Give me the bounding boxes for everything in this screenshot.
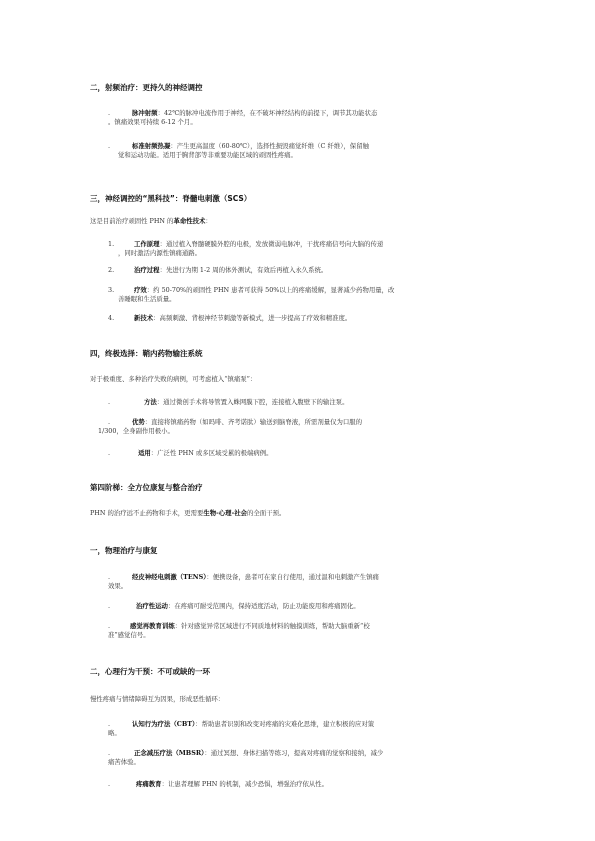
list-item bbox=[108, 749, 508, 767]
item-label: 标准射频热凝 bbox=[132, 142, 171, 150]
item-text: ：先进行为期 1-2 周的体外测试，有效后再植入永久系统。 bbox=[159, 266, 328, 274]
bullet-marker: . bbox=[108, 749, 111, 757]
item-label: 方法 bbox=[144, 398, 157, 406]
item-label: 疼痛教育 bbox=[136, 780, 162, 788]
item-continuation: 觉和运动功能。适用于胸背部等非重要功能区域的顽固性疼痛。 bbox=[118, 151, 297, 159]
section-intro bbox=[90, 509, 285, 518]
number-marker: 1. bbox=[108, 240, 115, 248]
item-text: ：广泛性 PHN 或多区域受累的极端病例。 bbox=[150, 449, 273, 457]
item-text: ：便携设备，患者可在家自行使用，通过温和电刺激产生镇痛 bbox=[206, 573, 379, 581]
list-item bbox=[108, 573, 508, 591]
item-label: 治疗性运动 bbox=[136, 602, 168, 610]
section-heading-psych: 二，心理行为干预：不可或缺的一环 bbox=[90, 667, 210, 676]
item-continuation: 1/300，全身副作用极小。 bbox=[98, 427, 174, 435]
item-continuation: 效果。 bbox=[108, 582, 128, 590]
intro-end: 的全面干预。 bbox=[247, 509, 286, 517]
intro-bold: 革命性技术 bbox=[173, 217, 206, 225]
number-marker: 3. bbox=[108, 286, 115, 294]
intro-end: ： bbox=[205, 217, 212, 225]
list-item bbox=[108, 142, 508, 160]
item-text: ：在疼痛可耐受范围内，保持适度活动，防止功能废用和疼痛固化。 bbox=[167, 602, 360, 610]
item-label: 新技术 bbox=[134, 314, 154, 322]
bullet-marker: . bbox=[108, 720, 111, 728]
section-heading-scs: 三，神经调控的“黑科技”：脊髓电刺激（SCS） bbox=[90, 194, 252, 203]
item-label: 经皮神经电刺激（TENS） bbox=[132, 573, 207, 581]
item-continuation: 善睡眠和生活质量。 bbox=[118, 295, 176, 303]
bullet-marker: . bbox=[108, 622, 111, 630]
bullet-marker: . bbox=[108, 398, 111, 406]
bullet-marker: . bbox=[108, 418, 111, 426]
intro-text: PHN 的治疗远不止药物和手术，更需要 bbox=[90, 509, 204, 517]
item-continuation: 痛苦体验。 bbox=[108, 758, 140, 766]
bullet-marker: . bbox=[108, 109, 111, 117]
item-text: ：帮助患者识别和改变对疼痛的灾难化思维，建立积极的应对策 bbox=[195, 720, 375, 728]
intro-bold: 生物-心理-社会 bbox=[203, 509, 248, 517]
item-label: 感觉再教育训练 bbox=[130, 622, 175, 630]
bullet-marker: . bbox=[108, 602, 111, 610]
list-item bbox=[108, 449, 508, 458]
list-item bbox=[108, 109, 508, 127]
bullet-marker: . bbox=[108, 573, 111, 581]
list-item bbox=[108, 720, 508, 738]
bullet-marker: . bbox=[108, 780, 111, 788]
item-text: ：约 50-70%的顽固性 PHN 患者可获得 50%以上的疼痛缓解，显著减少药物用量，改 bbox=[146, 286, 395, 294]
section-heading-intrathecal: 四，终极选择：鞘内药物输注系统 bbox=[90, 349, 203, 358]
item-label: 正念减压疗法（MBSR） bbox=[134, 749, 205, 757]
item-label: 治疗过程 bbox=[134, 266, 160, 274]
item-label: 工作原理 bbox=[134, 240, 160, 248]
item-label: 疗效 bbox=[134, 286, 147, 294]
section-heading-rf: 二，射频治疗：更持久的神经调控 bbox=[90, 83, 203, 92]
item-text: ：高频刺激、背根神经节刺激等新模式，进一步提高了疗效和精准度。 bbox=[153, 314, 352, 322]
list-item bbox=[108, 622, 508, 640]
bullet-marker: . bbox=[108, 449, 111, 457]
item-text: ：42℃的脉冲电流作用于神经，在不破坏神经结构的前提下，调节其功能状态 bbox=[157, 109, 378, 117]
item-continuation: ，同时激活内源性镇痛通路。 bbox=[118, 249, 202, 257]
item-continuation: 略。 bbox=[108, 729, 121, 737]
item-text: ：通过冥想、身体扫描等练习，提高对疼痛的觉察和接纳，减少 bbox=[204, 749, 384, 757]
list-item bbox=[108, 240, 508, 258]
item-continuation: 准”感觉信号。 bbox=[108, 631, 150, 639]
section-heading-physio: 一，物理治疗与康复 bbox=[90, 546, 158, 555]
list-item bbox=[108, 780, 508, 789]
section-intro: 慢性疼痛与情绪障碍互为因果，形成恶性循环： bbox=[90, 695, 225, 703]
list-item bbox=[108, 286, 508, 304]
list-item bbox=[108, 314, 508, 323]
item-label: 脉冲射频 bbox=[132, 109, 158, 117]
item-text: ：通过微创手术将导管置入蛛网膜下腔，连接植入腹壁下的输注泵。 bbox=[156, 398, 349, 406]
list-item bbox=[108, 602, 508, 611]
number-marker: 2. bbox=[108, 266, 115, 274]
item-label: 适用 bbox=[138, 449, 151, 457]
list-item bbox=[98, 418, 508, 436]
item-continuation: 。镇痛效果可持续 6-12 个月。 bbox=[108, 118, 197, 126]
item-text: ：产生更高温度（60-80℃），选择性损毁痛觉纤维（C 纤维），保留触 bbox=[170, 142, 369, 150]
bullet-marker: . bbox=[108, 142, 111, 150]
item-text: ：让患者理解 PHN 的机制，减少恐惧，增强治疗依从性。 bbox=[161, 780, 329, 788]
item-label: 优势 bbox=[132, 418, 145, 426]
number-marker: 4. bbox=[108, 314, 115, 322]
list-item bbox=[108, 398, 508, 407]
item-text: ：针对感觉异常区域进行不同质地材料的触摸训练，帮助大脑重新“校 bbox=[174, 622, 370, 630]
item-text: ：通过植入脊髓硬膜外腔的电极，发放微弱电脉冲，干扰疼痛信号向大脑的传递 bbox=[159, 240, 384, 248]
section-intro bbox=[90, 217, 212, 226]
section-intro: 对于极重度、多种治疗失败的病例，可考虑植入“镇痛泵”： bbox=[90, 375, 257, 383]
intro-text: 这是目前治疗顽固性 PHN 的 bbox=[90, 217, 174, 225]
item-label: 认知行为疗法（CBT） bbox=[132, 720, 196, 728]
list-item bbox=[108, 266, 508, 275]
item-text: ：直接将镇痛药物（如吗啡、齐考诺肽）输送到脑脊液，所需剂量仅为口服的 bbox=[144, 418, 363, 426]
section-heading-stage4: 第四阶梯：全方位康复与整合治疗 bbox=[90, 483, 203, 492]
